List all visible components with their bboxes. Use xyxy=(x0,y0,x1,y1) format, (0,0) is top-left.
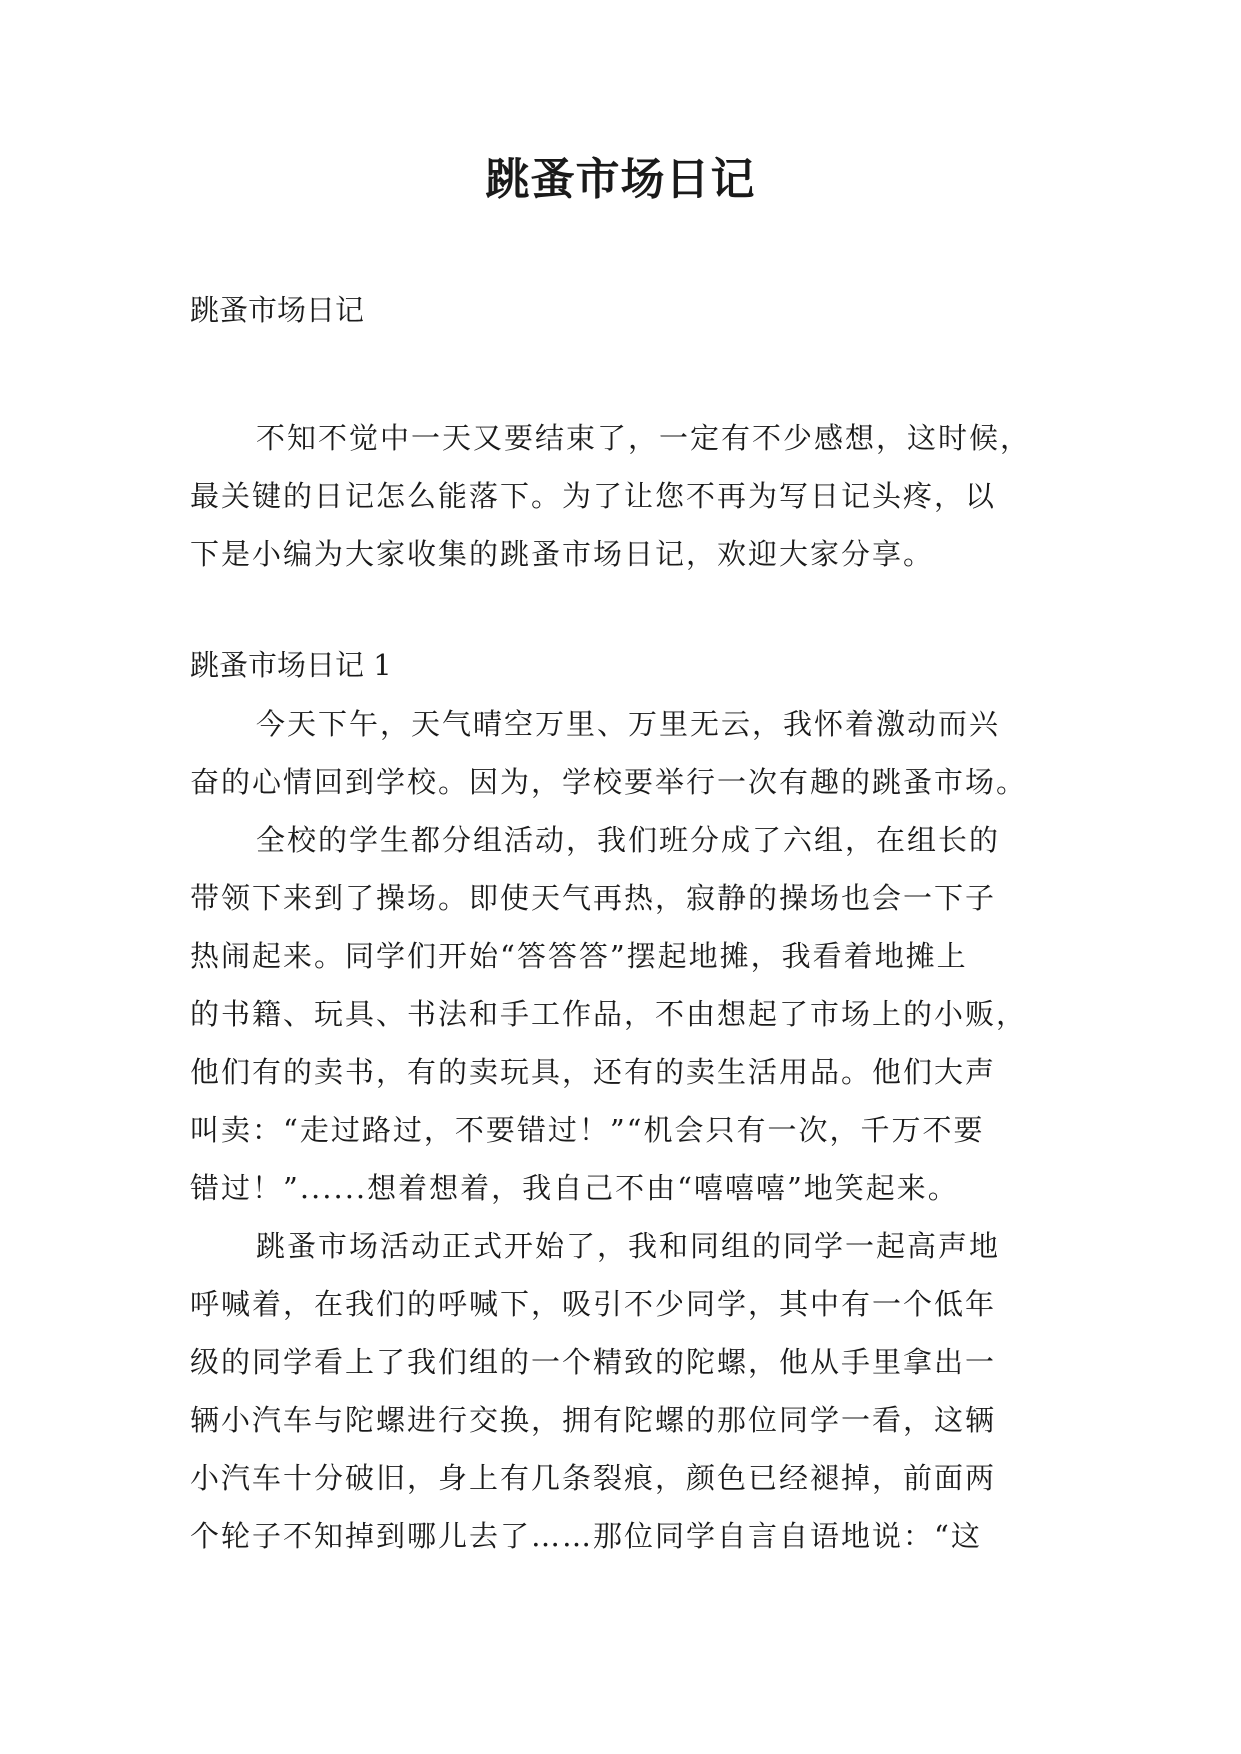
paragraph-line: 级的同学看上了我们组的一个精致的陀螺，他从手里拿出一 xyxy=(190,1345,997,1379)
paragraph-line: 热闹起来。同学们开始“答答答”摆起地摊，我看着地摊上 xyxy=(190,939,968,973)
section-body xyxy=(190,695,1050,1565)
paragraph-line: 今天下午，天气晴空万里、万里无云，我怀着激动而兴 xyxy=(256,707,1001,741)
paragraph-line: 错过！”......想着想着，我自己不由“嘻嘻嘻”地笑起来。 xyxy=(190,1171,959,1205)
intro-line: 不知不觉中一天又要结束了，一定有不少感想，这时候， xyxy=(256,421,1032,455)
paragraph-line: 小汽车十分破旧，身上有几条裂痕，颜色已经褪掉，前面两 xyxy=(190,1461,997,1495)
section-heading: 跳蚤市场日记 1 xyxy=(190,648,392,682)
intro-line: 下是小编为大家收集的跳蚤市场日记，欢迎大家分享。 xyxy=(190,537,935,571)
paragraph-line: 带领下来到了操场。即使天气再热，寂静的操场也会一下子 xyxy=(190,881,997,915)
paragraph-line: 辆小汽车与陀螺进行交换，拥有陀螺的那位同学一看，这辆 xyxy=(190,1403,997,1437)
paragraph-line: 他们有的卖书，有的卖玩具，还有的卖生活用品。他们大声 xyxy=(190,1055,997,1089)
paragraph-line: 奋的心情回到学校。因为，学校要举行一次有趣的跳蚤市场。 xyxy=(190,765,1028,799)
paragraph-line: 个轮子不知掉到哪儿去了……那位同学自言自语地说：“这 xyxy=(190,1519,982,1553)
paragraph-line: 呼喊着，在我们的呼喊下，吸引不少同学，其中有一个低年 xyxy=(190,1287,997,1321)
paragraph-line: 叫卖：“走过路过，不要错过！”“机会只有一次，千万不要 xyxy=(190,1113,985,1147)
intro-line: 最关键的日记怎么能落下。为了让您不再为写日记头疼，以 xyxy=(190,479,997,513)
document-title: 跳蚤市场日记 xyxy=(485,154,756,205)
paragraph-line: 跳蚤市场活动正式开始了，我和同组的同学一起高声地 xyxy=(256,1229,1001,1263)
document-subtitle: 跳蚤市场日记 xyxy=(190,293,365,327)
paragraph-line: 的书籍、玩具、书法和手工作品，不由想起了市场上的小贩， xyxy=(190,997,1028,1031)
paragraph-line: 全校的学生都分组活动，我们班分成了六组，在组长的 xyxy=(256,823,1001,857)
intro-paragraph xyxy=(190,409,1050,583)
